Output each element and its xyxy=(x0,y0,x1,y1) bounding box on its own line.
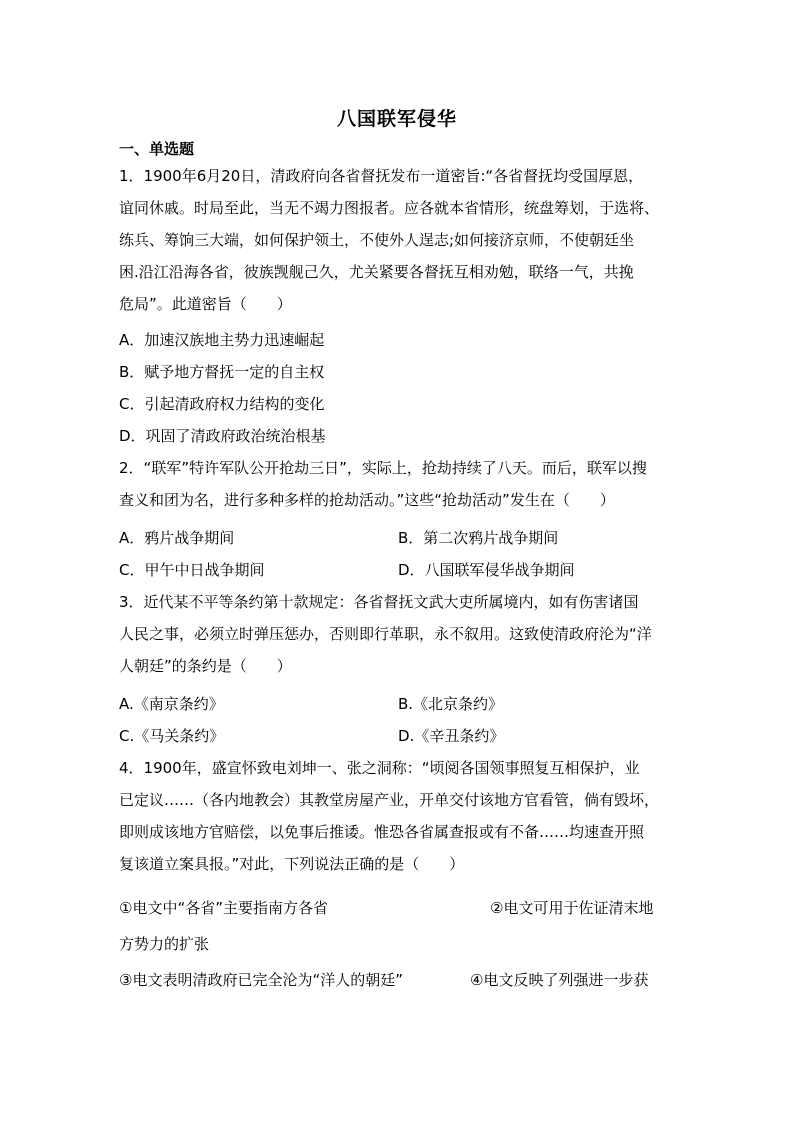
question-4-statement-1: ①电文中“各省”主要指南方各省 xyxy=(119,899,328,917)
question-1-option-c: C．引起清政府权力结构的变化 xyxy=(119,395,325,413)
question-2-line: 查义和团为名，进行多种多样的抢劫活动。”这些“抢劫活动”发生在（ ） xyxy=(119,491,615,509)
question-4-line: 已定议……（各内地教会）其教堂房屋产业，开单交付该地方官看管，倘有毁坏， xyxy=(119,791,660,809)
question-4-statement-4: ④电文反映了列强进一步获 xyxy=(470,971,649,989)
question-2-option-a: A．鸦片战争期间 xyxy=(119,529,235,547)
question-4-statement-3: ③电文表明清政府已完全沦为“洋人的朝廷” xyxy=(119,971,403,989)
question-3-option-d: D.《辛丑条约》 xyxy=(398,727,505,745)
question-4-line: 复该道立案具报。”对此，下列说法正确的是（ ） xyxy=(119,855,465,873)
question-2-option-b: B．第二次鸦片战争期间 xyxy=(398,529,559,547)
question-3-option-a: A.《南京条约》 xyxy=(119,695,224,713)
question-1-line: 谊同休戚。时局至此，当无不竭力图报者。应各就本省情形，统盘筹划，于选将、 xyxy=(119,199,660,217)
question-3-option-b: B.《北京条约》 xyxy=(398,695,504,713)
question-1-line: 练兵、筹饷三大端，如何保护领土，不使外人逞志;如何接济京师，不使朝廷坐 xyxy=(119,231,635,249)
question-1-line: 1．1900年6月20日，清政府向各省督抚发布一道密旨:“各省督抚均受国厚恩， xyxy=(119,167,644,185)
question-2-line: 2．“联军”特许军队公开抢劫三日”，实际上，抢劫持续了八天。而后，联军以搜 xyxy=(119,459,647,477)
question-1-option-b: B．赋予地方督抚一定的自主权 xyxy=(119,363,325,381)
question-1-option-d: D．巩固了清政府政治统治根基 xyxy=(119,427,326,445)
question-4-statement-2-cont: 方势力的扩张 xyxy=(119,935,210,953)
section-heading: 一、单选题 xyxy=(119,140,195,158)
question-2-option-d: D．八国联军侵华战争期间 xyxy=(398,561,575,579)
question-4-line: 即则成该地方官赔偿，以免事后推诿。惟恐各省属查报或有不备……均速查开照 xyxy=(119,823,645,841)
question-3-line: 3．近代某不平等条约第十款规定：各省督抚文武大吏所属境内，如有伤害诸国 xyxy=(119,593,639,611)
question-1-option-a: A．加速汉族地主势力迅速崛起 xyxy=(119,331,325,349)
document-title: 八国联军侵华 xyxy=(336,108,457,130)
question-3-option-c: C.《马关条约》 xyxy=(119,727,225,745)
question-4-line: 4．1900年，盛宣怀致电刘坤一、张之洞称：“顷阅各国领事照复互相保护，业 xyxy=(119,759,640,777)
question-4-statement-2: ②电文可用于佐证清末地 xyxy=(490,899,654,917)
question-2-option-c: C．甲午中日战争期间 xyxy=(119,561,265,579)
question-1-line: 危局”。此道密旨（ ） xyxy=(119,295,292,313)
question-1-line: 困.沿江沿海各省，彼族觊舰己久，尤关紧要各督抚互相劝勉，联络一气，共挽 xyxy=(119,263,634,281)
question-3-line: 人朝廷”的条约是（ ） xyxy=(119,657,292,675)
question-3-line: 人民之事，必须立时弹压惩办，否则即行革职，永不叙用。这致使清政府沦为“洋 xyxy=(119,625,652,643)
